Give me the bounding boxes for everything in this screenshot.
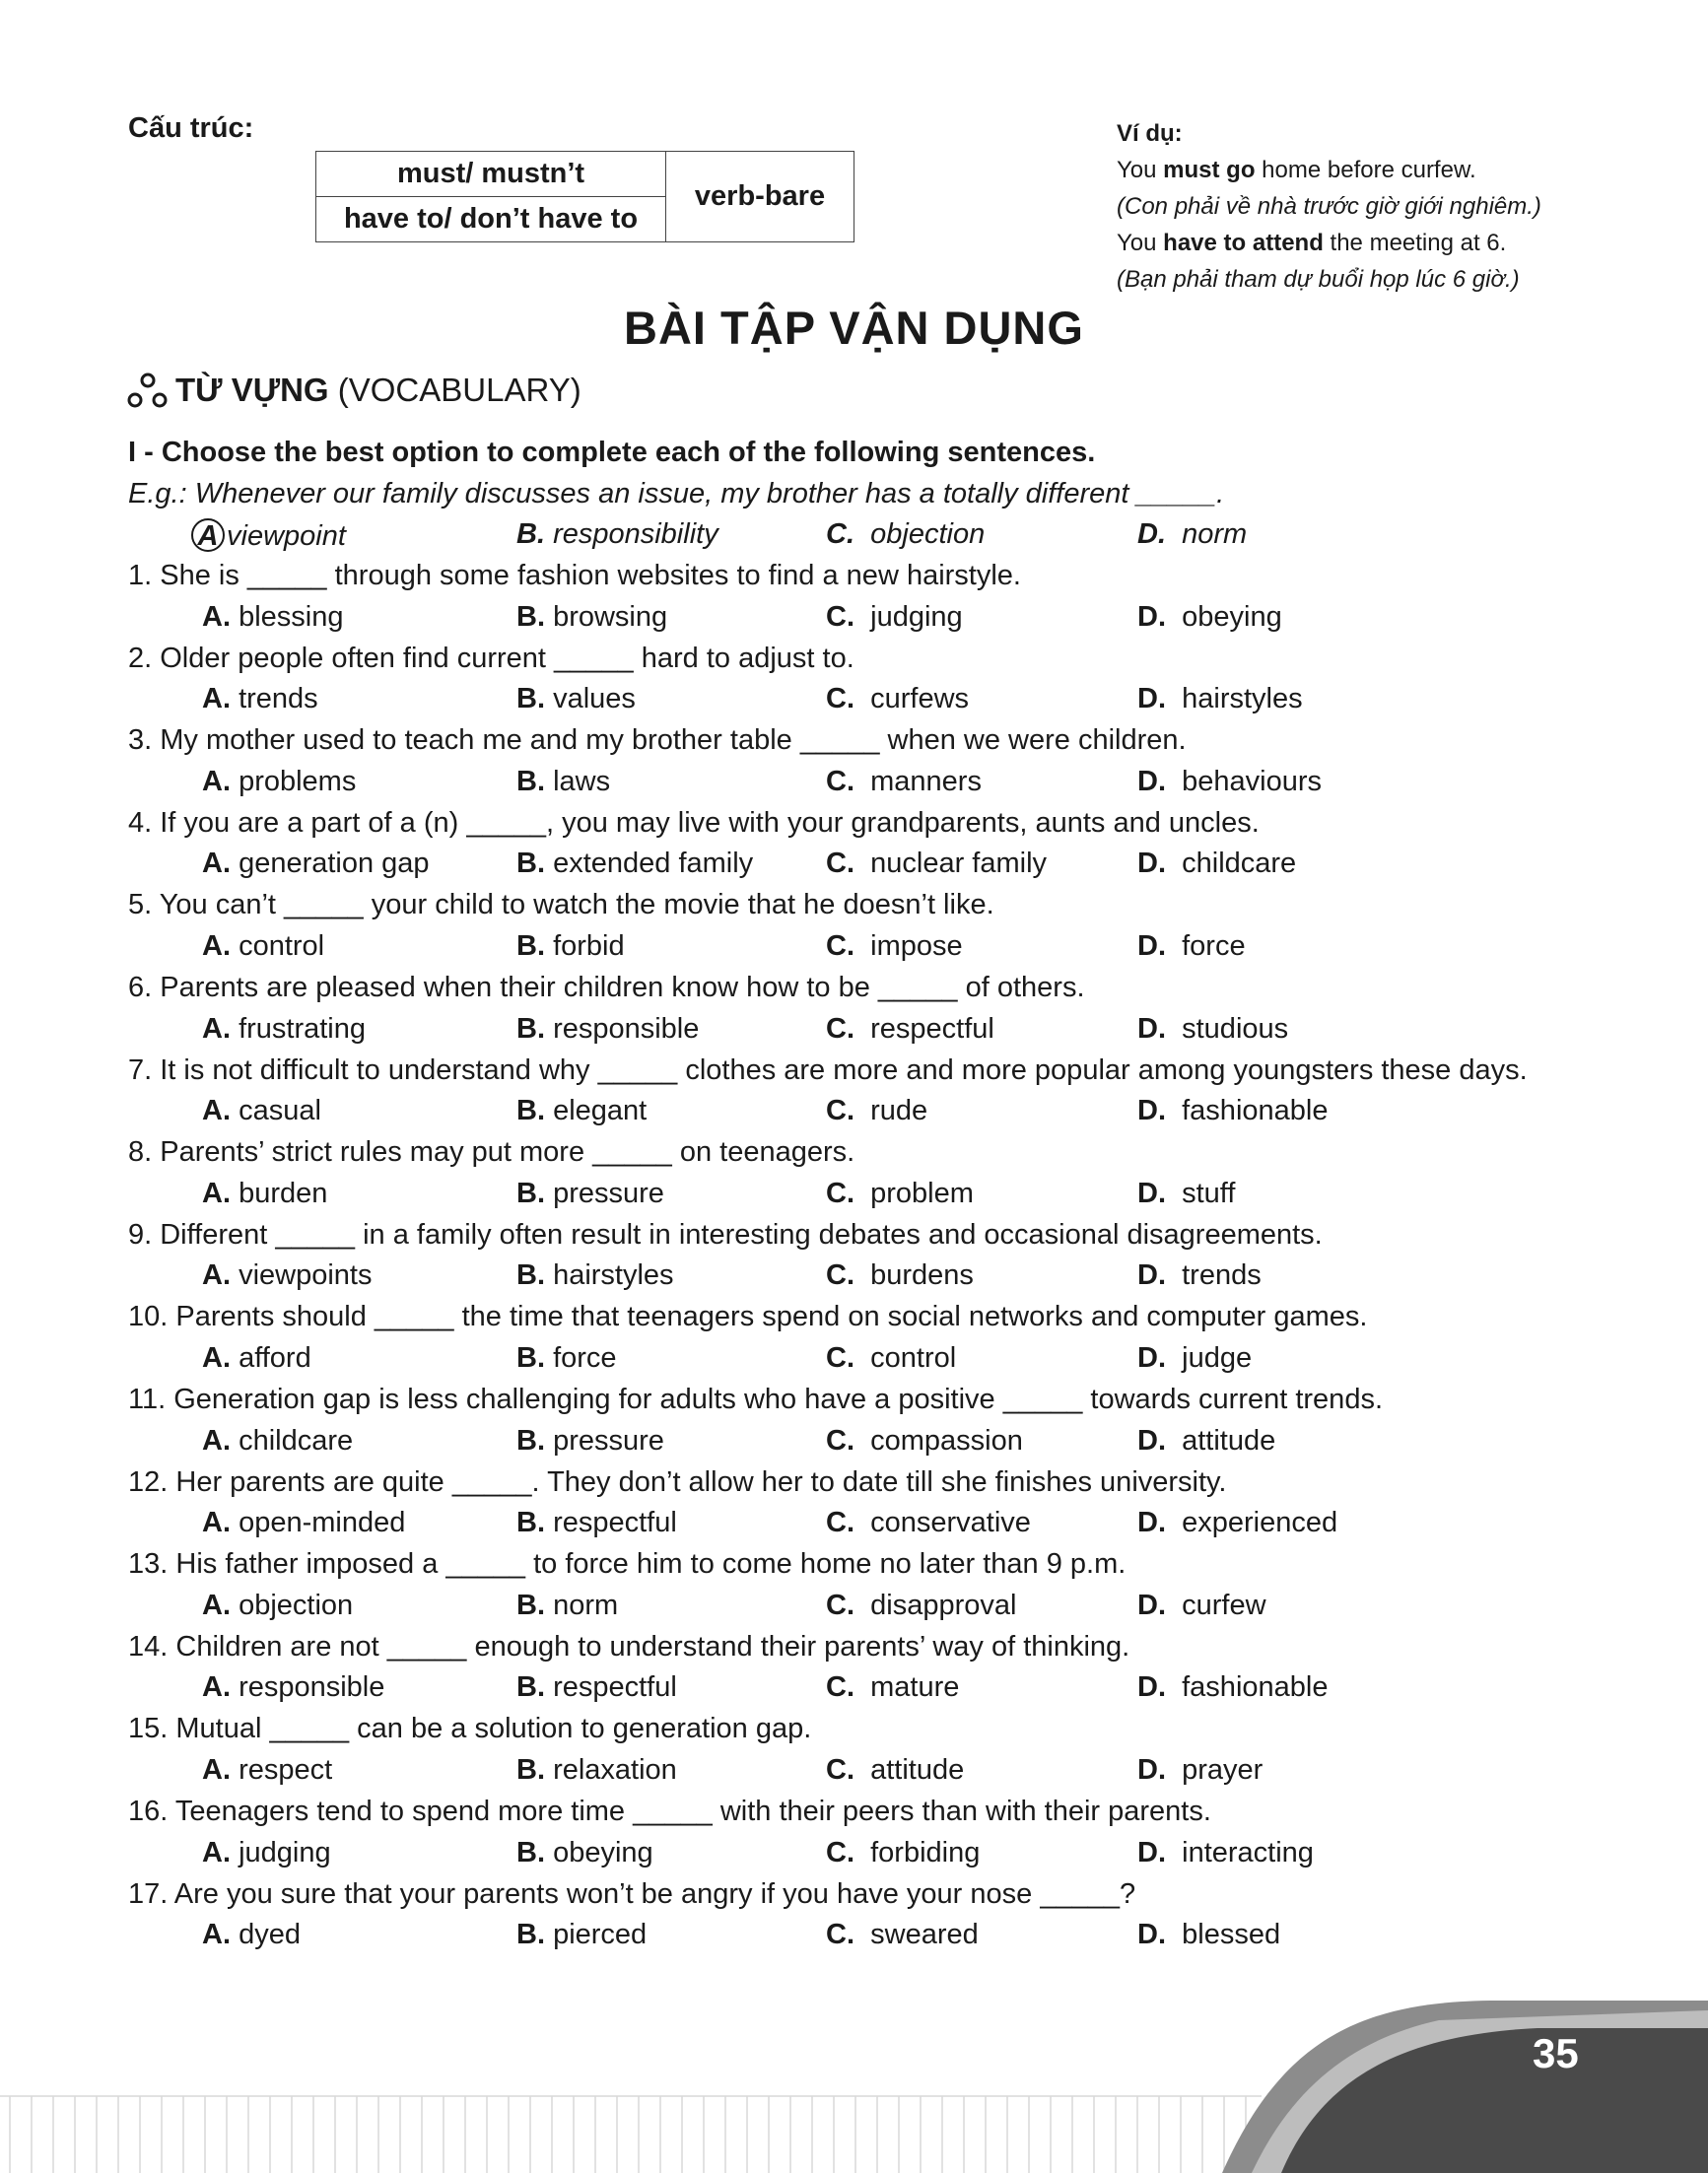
option-b[interactable]: B. obeying: [516, 1836, 653, 1868]
question-1-options: [0, 601, 1708, 639]
option-d[interactable]: D. trends: [1137, 1259, 1262, 1292]
option-a[interactable]: A. frustrating: [202, 1012, 367, 1045]
question-11-options: [0, 1425, 1708, 1462]
question-17-options: [0, 1919, 1708, 1956]
option-a[interactable]: A. dyed: [202, 1919, 301, 1951]
question-12-options: [0, 1507, 1708, 1544]
option-a[interactable]: A. open-minded: [202, 1507, 406, 1539]
option-d[interactable]: D. prayer: [1137, 1753, 1264, 1786]
option-c[interactable]: C. conservative: [826, 1507, 1031, 1539]
option-d[interactable]: D. experienced: [1137, 1507, 1338, 1539]
question-4-options: [0, 848, 1708, 885]
option-b[interactable]: B. pierced: [516, 1919, 648, 1951]
question-16-options: [0, 1837, 1708, 1874]
option-a[interactable]: A. respect: [202, 1753, 333, 1786]
option-c[interactable]: C. forbiding: [826, 1836, 981, 1868]
option-c[interactable]: C. control: [826, 1341, 957, 1374]
question-14-options: [0, 1671, 1708, 1709]
option-d[interactable]: D. fashionable: [1137, 1095, 1329, 1127]
option-b[interactable]: B. extended family: [516, 848, 754, 880]
option-b[interactable]: B. forbid: [516, 929, 625, 962]
question-6: 6. Parents are pleased when their children know how to be _____ of others.: [128, 972, 1085, 1003]
option-a[interactable]: A. casual: [202, 1095, 321, 1127]
option-c[interactable]: C. disapproval: [826, 1589, 1017, 1621]
structure-row-have-to: have to/ don’t have to: [316, 197, 666, 242]
structure-label: Cấu trúc:: [128, 112, 254, 144]
option-a[interactable]: A. trends: [202, 683, 318, 715]
question-10-options: [0, 1342, 1708, 1380]
example-option-b: B. responsibility: [516, 518, 718, 550]
option-a[interactable]: A. childcare: [202, 1424, 354, 1457]
option-d[interactable]: D. hairstyles: [1137, 683, 1303, 715]
example-option-d: D. norm: [1137, 518, 1248, 550]
question-3: 3. My mother used to teach me and my brother table _____ when we were children.: [128, 724, 1187, 757]
option-c[interactable]: C. burdens: [826, 1259, 974, 1292]
option-a[interactable]: A. blessing: [202, 600, 344, 633]
question-1: 1. She is _____ through some fashion websites to find a new hairstyle.: [128, 560, 1021, 591]
question-3-options: [0, 766, 1708, 803]
option-c[interactable]: C. problem: [826, 1177, 974, 1209]
option-b[interactable]: B. browsing: [516, 600, 668, 633]
footer-decoration: [0, 1981, 1708, 2173]
example-sentence-1: You must go home before curfew.: [1117, 157, 1476, 183]
option-d[interactable]: D. judge: [1137, 1341, 1253, 1374]
option-c[interactable]: C. manners: [826, 765, 982, 797]
question-13: 13. His father imposed a _____ to force him to come home no later than 9 p.m.: [128, 1548, 1127, 1581]
option-b[interactable]: B. pressure: [516, 1424, 664, 1457]
structure-table: [315, 151, 854, 242]
section-title: BÀI TẬP VẬN DỤNG: [624, 302, 1084, 354]
option-a[interactable]: A. problems: [202, 765, 357, 797]
question-16: 16. Teenagers tend to spend more time _____ with their peers than with their parents.: [128, 1796, 1211, 1827]
question-10: 10. Parents should _____ the time that teenagers spend on social networks and computer games.: [128, 1301, 1368, 1333]
option-c[interactable]: C. compassion: [826, 1424, 1023, 1457]
option-c[interactable]: C. nuclear family: [826, 848, 1048, 880]
example-translation-2: (Bạn phải tham dự buổi họp lúc 6 giờ.): [1117, 266, 1520, 293]
example-box: [1117, 115, 1688, 298]
option-b[interactable]: B. elegant: [516, 1095, 648, 1127]
question-12: 12. Her parents are quite _____. They don’t allow her to date till she finishes university.: [128, 1465, 1227, 1498]
option-c[interactable]: C. rude: [826, 1095, 928, 1127]
example-sentence-2: You have to attend the meeting at 6.: [1117, 230, 1507, 256]
example-option-c: C. objection: [826, 518, 986, 550]
option-d[interactable]: D. stuff: [1137, 1177, 1236, 1209]
option-a[interactable]: A. control: [202, 929, 325, 962]
example-options: [0, 518, 1708, 556]
option-a[interactable]: A. viewpoints: [202, 1259, 373, 1292]
option-a[interactable]: A. generation gap: [202, 848, 430, 880]
option-b[interactable]: B. force: [516, 1341, 617, 1374]
question-6-options: [0, 1013, 1708, 1051]
option-d[interactable]: D. behaviours: [1137, 765, 1322, 797]
option-a[interactable]: A. afford: [202, 1341, 311, 1374]
option-a[interactable]: A. judging: [202, 1836, 331, 1868]
instruction: I - Choose the best option to complete each of the following sentences.: [128, 437, 1096, 468]
question-2: 2. Older people often find current _____ hard to adjust to.: [128, 642, 854, 674]
circled-answer-icon: A: [191, 518, 225, 552]
example-translation-1: (Con phải về nhà trước giờ giới nghiêm.): [1117, 193, 1541, 220]
page-number: 35: [1533, 2030, 1579, 2076]
question-15-options: [0, 1754, 1708, 1792]
question-7-options: [0, 1095, 1708, 1132]
question-2-options: [0, 683, 1708, 720]
question-8-options: [0, 1178, 1708, 1215]
question-11: 11. Generation gap is less challenging for adults who have a positive _____ towards current trends.: [128, 1384, 1383, 1415]
example-question: E.g.: Whenever our family discusses an issue, my brother has a totally different _____.: [128, 478, 1225, 509]
question-15: 15. Mutual _____ can be a solution to generation gap.: [128, 1713, 812, 1745]
option-b[interactable]: B. laws: [516, 765, 611, 797]
option-c[interactable]: C. attitude: [826, 1753, 965, 1786]
question-5: 5. You can’t _____ your child to watch the movie that he doesn’t like.: [128, 889, 994, 921]
option-d[interactable]: D. curfew: [1137, 1589, 1266, 1621]
option-b[interactable]: B. respectful: [516, 1507, 677, 1539]
molecule-icon: [127, 372, 169, 411]
structure-row-must: must/ mustn’t: [316, 152, 666, 197]
option-a[interactable]: A. objection: [202, 1589, 354, 1621]
question-9-options: [0, 1259, 1708, 1297]
option-c[interactable]: C. curfews: [826, 683, 970, 715]
vocab-heading: TỪ VỰNG (VOCABULARY): [175, 372, 581, 408]
option-d[interactable]: D. attitude: [1137, 1424, 1276, 1457]
question-5-options: [0, 930, 1708, 968]
question-9: 9. Different _____ in a family often result in interesting debates and occasional disagreements.: [128, 1218, 1323, 1251]
question-8: 8. Parents’ strict rules may put more _____ on teenagers.: [128, 1136, 855, 1169]
option-b[interactable]: B. respectful: [516, 1671, 677, 1704]
option-a[interactable]: A. responsible: [202, 1671, 385, 1704]
option-d[interactable]: D. childcare: [1137, 848, 1297, 880]
question-4: 4. If you are a part of a (n) _____, you may live with your grandparents, aunts and uncles.: [128, 806, 1260, 839]
option-c[interactable]: C. mature: [826, 1671, 960, 1704]
option-b[interactable]: B. norm: [516, 1589, 619, 1621]
structure-verb-bare: verb-bare: [666, 152, 854, 242]
option-d[interactable]: D. studious: [1137, 1012, 1289, 1045]
example-option-a: A viewpoint: [197, 518, 346, 553]
option-d[interactable]: D. interacting: [1137, 1836, 1314, 1868]
example-heading: Ví dụ:: [1117, 120, 1183, 147]
question-13-options: [0, 1590, 1708, 1627]
option-a[interactable]: A. burden: [202, 1177, 328, 1209]
option-c[interactable]: C. judging: [826, 600, 963, 633]
question-14: 14. Children are not _____ enough to understand their parents’ way of thinking.: [128, 1630, 1130, 1663]
question-17: 17. Are you sure that your parents won’t be angry if you have your nose _____?: [128, 1877, 1136, 1910]
option-d[interactable]: D. blessed: [1137, 1919, 1281, 1951]
option-c[interactable]: C. sweared: [826, 1919, 979, 1951]
option-d[interactable]: D. force: [1137, 929, 1246, 962]
option-d[interactable]: D. obeying: [1137, 600, 1282, 633]
option-d[interactable]: D. fashionable: [1137, 1671, 1329, 1704]
option-b[interactable]: B. relaxation: [516, 1753, 677, 1786]
option-b[interactable]: B. pressure: [516, 1177, 664, 1209]
option-b[interactable]: B. responsible: [516, 1012, 700, 1045]
option-b[interactable]: B. hairstyles: [516, 1259, 674, 1292]
question-7: 7. It is not difficult to understand why _____ clothes are more and more popular among youngsters these days.: [128, 1053, 1528, 1086]
option-b[interactable]: B. values: [516, 683, 636, 715]
option-c[interactable]: C. respectful: [826, 1012, 994, 1045]
option-c[interactable]: C. impose: [826, 929, 963, 962]
